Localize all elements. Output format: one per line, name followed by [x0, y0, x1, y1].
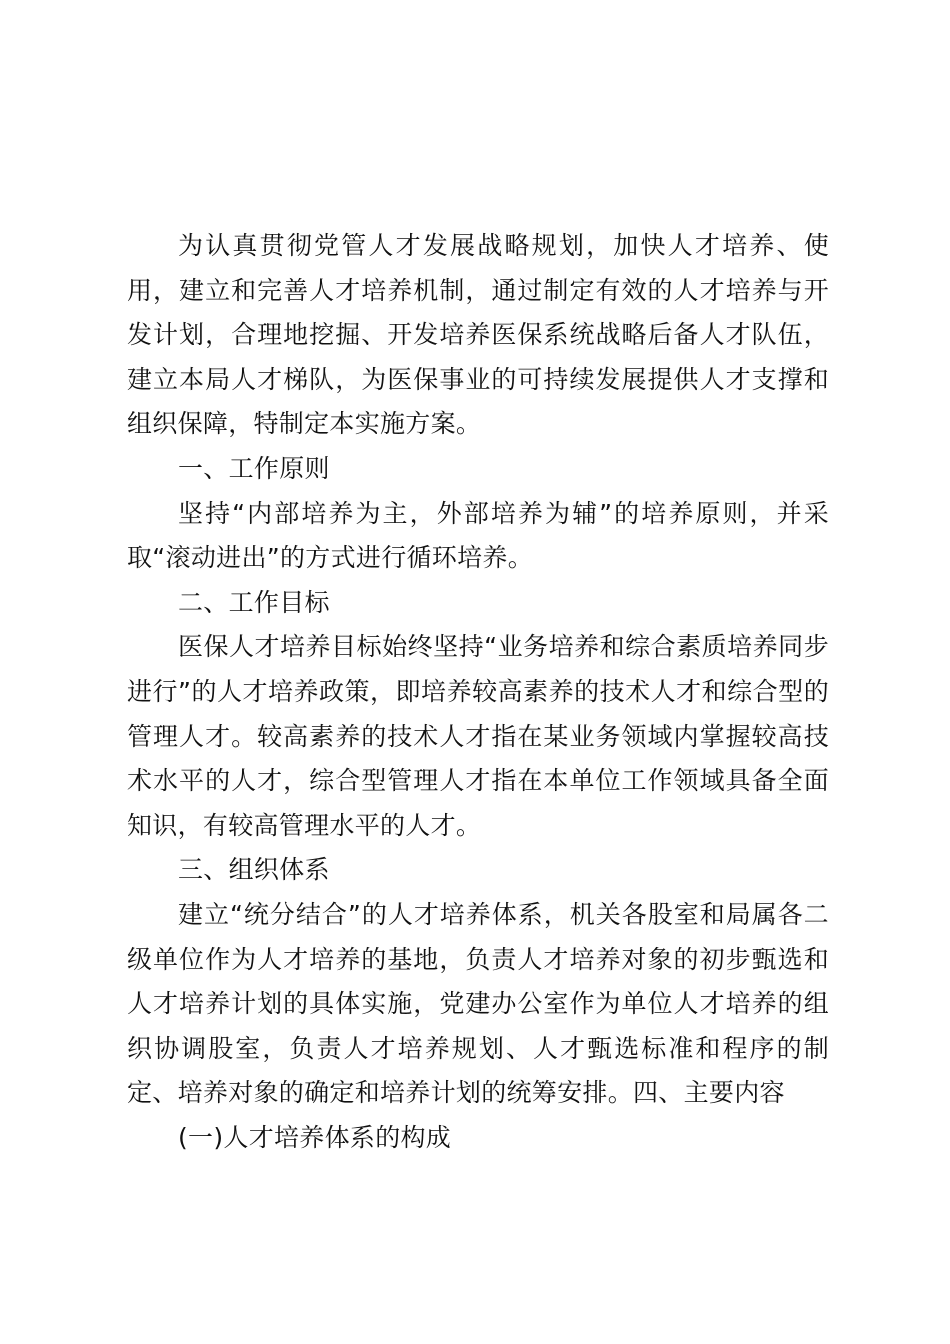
document-body [127, 224, 829, 1160]
intro-paragraph: 为认真贯彻党管人才发展战略规划，加快人才培养、使用，建立和完善人才培养机制，通过制定有效的人才培养与开发计划，合理地挖掘、开发培养医保系统战略后备人才队伍，建立本局人才梯队，为医保事业的可持续发展提供人才支撑和组织保障，特制定本实施方案。 [127, 231, 829, 439]
principles-paragraph: 坚持“内部培养为主，外部培养为辅”的培养原则，并采取“滚动进出”的方式进行循环培养。 [127, 498, 829, 573]
section-heading-goals: 二、工作目标 [178, 587, 330, 617]
section-heading-organization: 三、组织体系 [178, 855, 330, 885]
section-heading-principles: 一、工作原则 [178, 453, 330, 483]
organization-paragraph: 建立“统分结合”的人才培养体系，机关各股室和局属各二级单位作为人才培养的基地，负责人才培养对象的初步甄选和人才培养计划的具体实施，党建办公室作为单位人才培养的组织协调股室，负责人才培养规划、人才甄选标准和程序的制定、培养对象的确定和培养计划的统筹安排。四、主要内容 [127, 899, 829, 1108]
subsection-heading-structure: (一)人才培养体系的构成 [178, 1122, 452, 1152]
goals-paragraph: 医保人才培养目标始终坚持“业务培养和综合素质培养同步进行”的人才培养政策，即培养较高素养的技术人才和综合型的管理人才。较高素养的技术人才指在某业务领域内掌握较高技术水平的人才，综合型管理人才指在本单位工作领域具备全面知识，有较高管理水平的人才。 [127, 632, 829, 840]
